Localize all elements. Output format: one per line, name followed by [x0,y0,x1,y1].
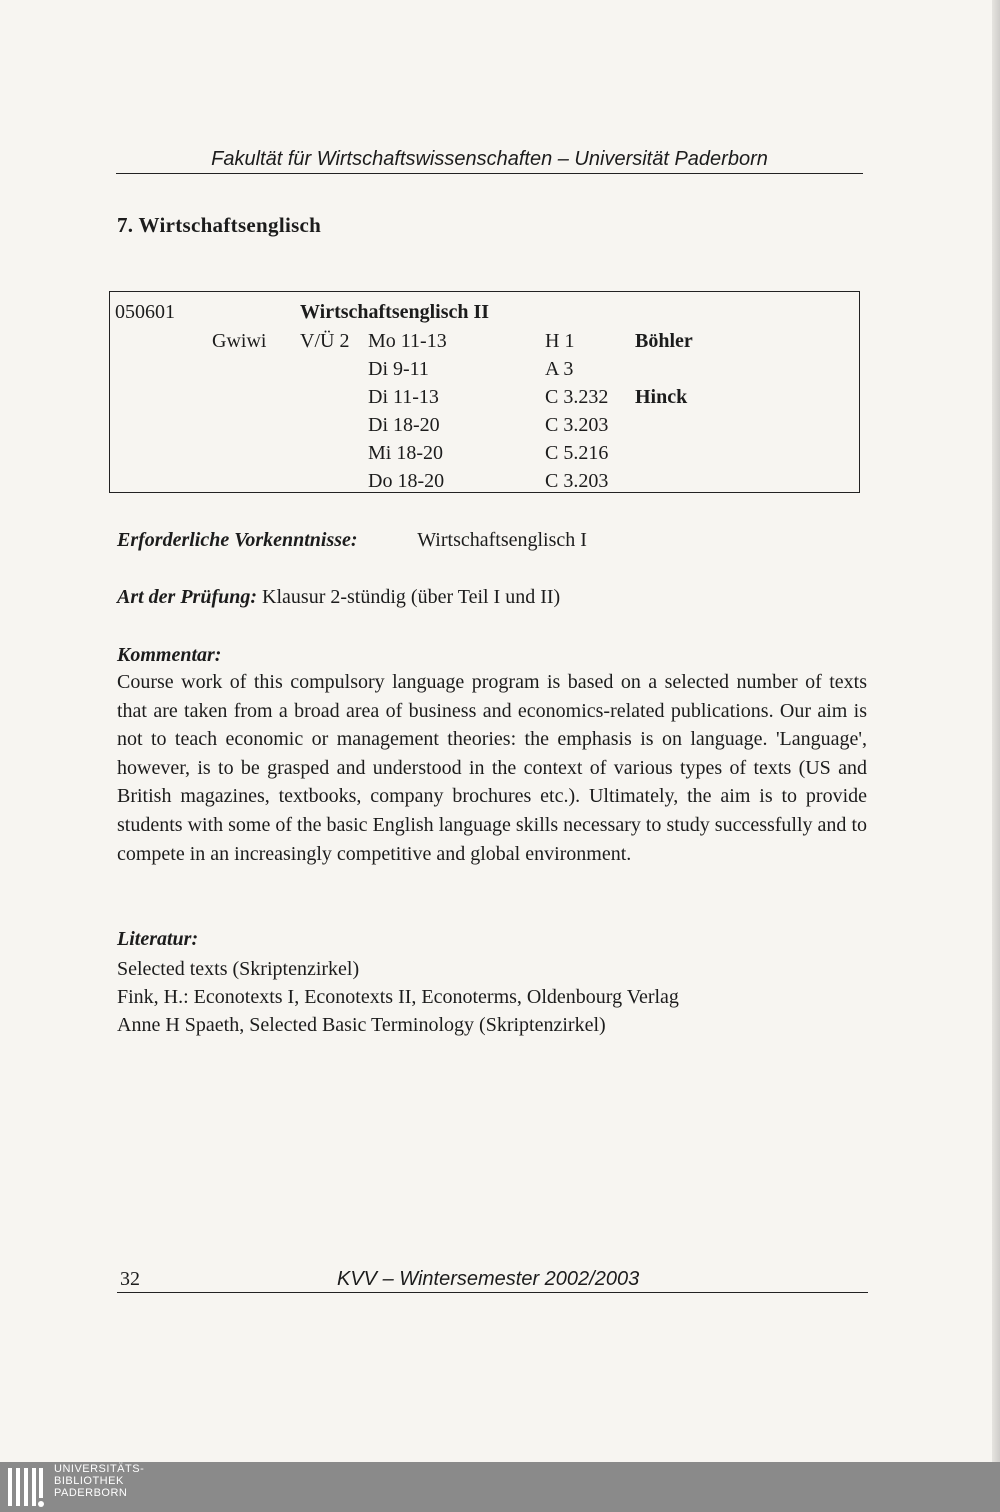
footer-title: KVV – Wintersemester 2002/2003 [337,1268,640,1290]
exam-line [117,586,560,609]
course-type: V/Ü 2 [300,330,350,352]
library-name-line: PADERBORN [54,1487,128,1499]
section-title: 7. Wirtschaftsenglisch [117,213,322,237]
prerequisites-value: Wirtschaftsenglisch I [417,529,587,551]
literature-heading: Literatur: [117,928,199,950]
library-name-line: UNIVERSITÄTS- [54,1463,145,1475]
course-title: Wirtschaftsenglisch II [300,301,490,323]
course-program: Gwiwi [212,330,267,352]
comment-heading: Kommentar: [117,644,222,666]
schedule-room: C 3.203 [545,470,609,492]
course-table [109,291,860,493]
schedule-time: Mo 11-13 [368,330,447,352]
page-number: 32 [120,1268,140,1290]
page-footer [117,1268,868,1293]
schedule-room: C 3.232 [545,386,609,408]
literature-item: Anne H Spaeth, Selected Basic Terminology (Skriptenzirkel) [117,1014,606,1036]
library-name [54,1463,144,1499]
literature-item: Fink, H.: Econotexts I, Econotexts II, Econoterms, Oldenbourg Verlag [117,986,679,1008]
schedule-time: Di 11-13 [368,386,439,408]
schedule-room: A 3 [545,358,574,380]
prerequisites-label: Erforderliche Vorkenntnisse: [117,529,358,551]
library-name-line: BIBLIOTHEK [54,1475,124,1487]
schedule-room: C 3.203 [545,414,609,436]
schedule-lecturer: Hinck [635,386,688,408]
exam-label: Art der Prüfung: [117,586,258,608]
literature-item: Selected texts (Skriptenzirkel) [117,958,360,980]
page-edge-shadow [992,0,1000,1462]
schedule-time: Di 9-11 [368,358,429,380]
prerequisites-line [117,529,587,552]
running-header: Fakultät für Wirtschaftswissenschaften – Universität Paderborn [116,148,863,174]
comment-text: Course work of this compulsory language program is based on a selected number of texts that are taken from a broad area of business and economics-related publications. Our aim is not to teach economic or management theories: the emphasis is on language. 'Language', however, is to be grasped and understood in the context of various types of texts (US and British magazines, textbooks, company brochures etc.). Ultimately, the aim is to provide students with some of the basic English language skills necessary to study successfully and to compete in an increasingly competitive and global environment. [117,671,867,865]
schedule-lecturer: Böhler [635,330,693,352]
schedule-time: Mi 18-20 [368,442,443,464]
exam-value: Klausur 2-stündig (über Teil I und II) [262,586,561,608]
schedule-room: H 1 [545,330,575,352]
library-banner [0,1462,1000,1512]
course-number: 050601 [115,301,175,323]
schedule-room: C 5.216 [545,442,609,464]
schedule-time: Do 18-20 [368,470,445,492]
schedule-time: Di 18-20 [368,414,440,436]
literature-list [117,955,877,1039]
library-logo-icon [6,1464,46,1510]
